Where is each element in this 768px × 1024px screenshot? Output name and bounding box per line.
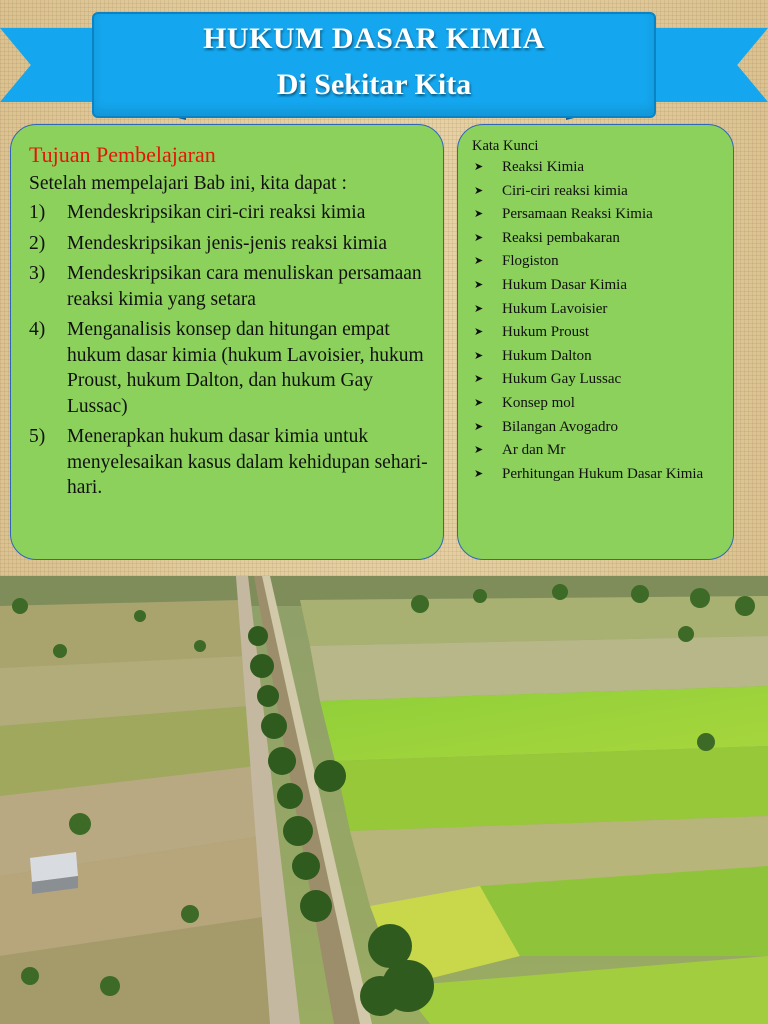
- objective-number: 5): [29, 426, 46, 447]
- keyword-label: Perhitungan Hukum Dasar Kimia: [502, 465, 704, 482]
- keyword-label: Reaksi pembakaran: [502, 229, 620, 246]
- objective-text: Mendeskripsikan cara menuliskan persamaan reaksi kimia yang setara: [67, 263, 422, 310]
- keyword-item: [472, 299, 723, 319]
- objectives-list: [29, 200, 429, 501]
- keyword-label: Konsep mol: [502, 394, 575, 411]
- arrowhead-bullet-icon: ➤: [474, 277, 484, 291]
- keyword-label: Bilangan Avogadro: [502, 418, 618, 435]
- objectives-intro: Setelah mempelajari Bab ini, kita dapat :: [29, 173, 347, 194]
- objective-number: 1): [29, 202, 46, 223]
- keyword-item: [472, 346, 723, 366]
- arrowhead-bullet-icon: ➤: [474, 183, 484, 197]
- keyword-label: Hukum Gay Lussac: [502, 371, 622, 388]
- keyword-item: [472, 157, 723, 177]
- keyword-item: [472, 228, 723, 248]
- objective-item: [29, 424, 429, 501]
- page-subtitle: Di Sekitar Kita: [276, 68, 472, 101]
- title-banner: [92, 12, 656, 118]
- keyword-item: [472, 440, 723, 460]
- keyword-label: Flogiston: [502, 253, 559, 270]
- keyword-label: Ciri-ciri reaksi kimia: [502, 182, 628, 199]
- arrowhead-bullet-icon: ➤: [474, 348, 484, 362]
- rice-field-aerial-photo: [0, 576, 768, 1024]
- keyword-item: [472, 393, 723, 413]
- arrowhead-bullet-icon: ➤: [474, 466, 484, 480]
- keyword-label: Hukum Proust: [502, 324, 590, 341]
- keyword-label: Ar dan Mr: [502, 442, 566, 459]
- arrowhead-bullet-icon: ➤: [474, 395, 484, 409]
- objective-item: [29, 261, 429, 312]
- keyword-item: [472, 322, 723, 342]
- objective-number: 2): [29, 232, 46, 254]
- page-title: HUKUM DASAR KIMIA: [203, 22, 545, 55]
- objective-text: Mendeskripsikan jenis-jenis reaksi kimia: [67, 232, 388, 254]
- objective-text: Menerapkan hukum dasar kimia untuk menyelesaikan kasus dalam kehidupan sehari-hari.: [67, 426, 428, 498]
- arrowhead-bullet-icon: ➤: [474, 160, 484, 173]
- objective-item: [29, 231, 429, 257]
- keyword-label: Hukum Dalton: [502, 347, 592, 364]
- keyword-label: Persamaan Reaksi Kimia: [502, 206, 653, 223]
- arrowhead-bullet-icon: ➤: [474, 207, 484, 221]
- arrowhead-bullet-icon: ➤: [474, 419, 484, 433]
- keywords-box: [457, 124, 734, 560]
- arrowhead-bullet-icon: ➤: [474, 254, 484, 268]
- keyword-item: [472, 275, 723, 295]
- objective-text: Mendeskripsikan ciri-ciri reaksi kimia: [67, 202, 366, 223]
- keyword-item: [472, 464, 723, 484]
- keyword-item: [472, 369, 723, 389]
- objective-text: Menganalisis konsep dan hitungan empat hukum dasar kimia (hukum Lavoisier, hukum Proust, hukum Dalton, dan hukum Gay Lussac): [67, 319, 424, 417]
- arrowhead-bullet-icon: ➤: [474, 301, 484, 315]
- arrowhead-bullet-icon: ➤: [474, 443, 484, 457]
- keyword-item: [472, 251, 723, 271]
- objective-item: [29, 200, 429, 226]
- objectives-title: Tujuan Pembelajaran: [29, 142, 216, 167]
- arrowhead-bullet-icon: ➤: [474, 372, 484, 386]
- keywords-list: [472, 157, 723, 484]
- keyword-item: [472, 417, 723, 437]
- keyword-label: Hukum Dasar Kimia: [502, 276, 627, 293]
- objective-number: 3): [29, 263, 46, 284]
- keyword-item: [472, 181, 723, 201]
- arrowhead-bullet-icon: ➤: [474, 230, 484, 244]
- arrowhead-bullet-icon: ➤: [474, 325, 484, 339]
- keyword-label: Hukum Lavoisier: [502, 300, 608, 317]
- keywords-title: Kata Kunci: [472, 138, 539, 154]
- objective-number: 4): [29, 319, 46, 340]
- keyword-item: [472, 204, 723, 224]
- objective-item: [29, 317, 429, 419]
- learning-objectives-box: [10, 124, 444, 560]
- keyword-label: Reaksi Kimia: [502, 159, 585, 175]
